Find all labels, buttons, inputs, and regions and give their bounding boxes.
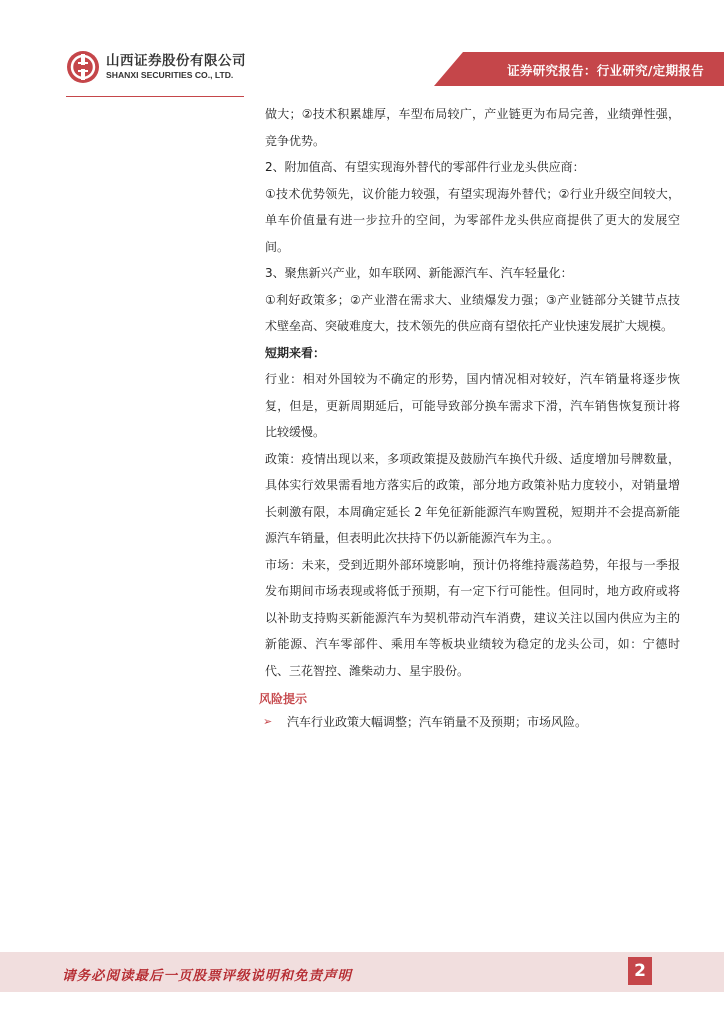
paragraph: 3、聚焦新兴产业，如车联网、新能源汽车、汽车轻量化： [265, 266, 573, 280]
paragraph-policy: 政策：疫情出现以来，多项政策提及鼓励汽车换代升级、适度增加号牌数量，具体实行效果需看地方落实后的政策，部分地方政策补贴力度较小，对销量增长刺激有限，本周确定延长 2 年免征新能源汽车购置税，短期并不会提高新能源汽车销量，但表明此次扶持下仍以新能源汽车为主。。 [265, 451, 680, 545]
report-type-label: 证券研究报告：行业研究/定期报告 [507, 63, 704, 78]
page-number: 2 [628, 957, 652, 985]
header-divider [66, 96, 244, 97]
paragraph: 做大；②技术积累雄厚，车型布局较广，产业链更为布局完善，业绩弹性强，竞争优势。 [265, 107, 680, 148]
company-name-cn: 山西证券股份有限公司 [106, 53, 246, 69]
footer-disclaimer: 请务必阅读最后一页股票评级说明和免责声明 [62, 968, 352, 984]
arrow-bullet-icon: ➢ [263, 715, 273, 728]
paragraph-industry: 行业：相对外国较为不确定的形势，国内情况相对较好，汽车销量将逐步恢复，但是，更新周期延后，可能导致部分换车需求下滑，汽车销售恢复预计将比较缓慢。 [265, 372, 680, 439]
short-term-heading: 短期来看： [265, 345, 326, 360]
paragraph: ①技术优势领先，议价能力较强，有望实现海外替代；②行业升级空间较大，单车价值量有进一步拉升的空间，为零部件龙头供应商提供了更大的发展空间。 [265, 186, 680, 254]
paragraph: ①利好政策多；②产业潜在需求大、业绩爆发力强；③产业链部分关键节点技术壁垒高、突破难度大，技术领先的供应商有望依托产业快速发展扩大规模。 [265, 292, 680, 333]
risk-heading: 风险提示 [259, 692, 308, 706]
risk-item-text: 汽车行业政策大幅调整；汽车销量不及预期；市场风险。 [287, 715, 588, 729]
company-name-en: SHANXI SECURITIES CO., LTD. [106, 70, 234, 80]
paragraph-market: 市场：未来，受到近期外部环境影响，预计仍将维持震荡趋势，年报与一季报发布期间市场表现或将低于预期，有一定下行可能性。但同时，地方政府或将以补助支持购买新能源汽车为契机带动汽车消费，建议关注以国内供应为主的新能源、汽车零部件、乘用车等板块业绩较为稳定的龙头公司，如：宁德时代、三花智控、潍柴动力、星宇股份。 [265, 557, 680, 678]
risk-list-item [263, 710, 680, 734]
company-logo-icon [66, 50, 100, 84]
report-body [259, 101, 680, 734]
company-logo [66, 50, 246, 84]
paragraph: 2、附加值高、有望实现海外替代的零部件行业龙头供应商： [265, 160, 585, 174]
